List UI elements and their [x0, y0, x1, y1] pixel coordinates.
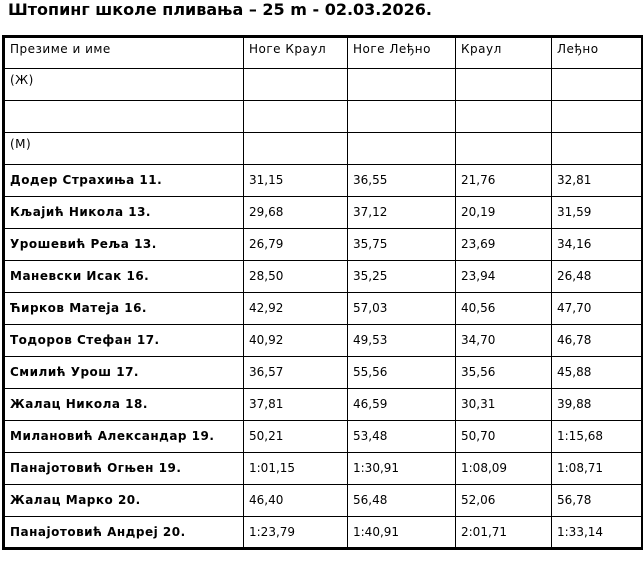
time-backstroke: 1:33,14 [552, 517, 643, 549]
time-freestyle: 30,31 [456, 389, 552, 421]
time-kick-freestyle: 46,40 [244, 485, 348, 517]
time-backstroke: 31,59 [552, 197, 643, 229]
time-backstroke: 26,48 [552, 261, 643, 293]
header-kick-backstroke: Ноге Леђно [348, 37, 456, 69]
time-freestyle: 23,94 [456, 261, 552, 293]
table-row [4, 325, 643, 357]
time-freestyle: 2:01,71 [456, 517, 552, 549]
time-kick-backstroke: 56,48 [348, 485, 456, 517]
swimmer-name: Смилић Урош 17. [4, 357, 244, 389]
empty-cell [552, 69, 643, 101]
time-backstroke: 1:08,71 [552, 453, 643, 485]
table-row [4, 485, 643, 517]
group-label-female: (Ж) [4, 69, 244, 101]
swimmer-name: Жалац Марко 20. [4, 485, 244, 517]
empty-cell [552, 133, 643, 165]
time-kick-freestyle: 42,92 [244, 293, 348, 325]
group-row-male [4, 133, 643, 165]
time-kick-backstroke: 36,55 [348, 165, 456, 197]
header-freestyle: Краул [456, 37, 552, 69]
swimmer-name: Додер Страхиња 11. [4, 165, 244, 197]
time-kick-freestyle: 28,50 [244, 261, 348, 293]
time-backstroke: 45,88 [552, 357, 643, 389]
time-kick-freestyle: 26,79 [244, 229, 348, 261]
swimmer-name: Тодоров Стефан 17. [4, 325, 244, 357]
table-row [4, 293, 643, 325]
group-row-female [4, 69, 643, 101]
table-row [4, 389, 643, 421]
time-backstroke: 47,70 [552, 293, 643, 325]
time-kick-freestyle: 40,92 [244, 325, 348, 357]
time-kick-backstroke: 53,48 [348, 421, 456, 453]
time-backstroke: 1:15,68 [552, 421, 643, 453]
time-kick-backstroke: 55,56 [348, 357, 456, 389]
time-backstroke: 32,81 [552, 165, 643, 197]
empty-cell [244, 69, 348, 101]
swimmer-name: Кљајић Никола 13. [4, 197, 244, 229]
time-kick-freestyle: 50,21 [244, 421, 348, 453]
swimmer-name: Жалац Никола 18. [4, 389, 244, 421]
table-row [4, 357, 643, 389]
time-kick-backstroke: 49,53 [348, 325, 456, 357]
empty-cell [456, 101, 552, 133]
empty-cell [348, 69, 456, 101]
header-backstroke: Леђно [552, 37, 643, 69]
time-kick-backstroke: 35,25 [348, 261, 456, 293]
table-header-row [4, 37, 643, 69]
results-table [2, 35, 643, 550]
swimmer-name: Панајотовић Андреј 20. [4, 517, 244, 549]
swimmer-name: Маневски Исак 16. [4, 261, 244, 293]
table-row [4, 421, 643, 453]
time-kick-backstroke: 37,12 [348, 197, 456, 229]
time-backstroke: 34,16 [552, 229, 643, 261]
swimmer-name: Урошевић Реља 13. [4, 229, 244, 261]
empty-cell [244, 101, 348, 133]
blank-row [4, 101, 643, 133]
swimmer-name: Милановић Александар 19. [4, 421, 244, 453]
table-row [4, 197, 643, 229]
header-name: Презиме и име [4, 37, 244, 69]
empty-cell [348, 101, 456, 133]
time-kick-backstroke: 35,75 [348, 229, 456, 261]
table-row [4, 165, 643, 197]
table-row [4, 229, 643, 261]
time-backstroke: 39,88 [552, 389, 643, 421]
swimmer-name: Ћирков Матеја 16. [4, 293, 244, 325]
time-kick-backstroke: 1:30,91 [348, 453, 456, 485]
table-row [4, 517, 643, 549]
time-kick-backstroke: 46,59 [348, 389, 456, 421]
time-kick-freestyle: 37,81 [244, 389, 348, 421]
empty-cell [552, 101, 643, 133]
time-kick-freestyle: 36,57 [244, 357, 348, 389]
time-kick-backstroke: 57,03 [348, 293, 456, 325]
time-kick-freestyle: 31,15 [244, 165, 348, 197]
time-freestyle: 52,06 [456, 485, 552, 517]
time-freestyle: 40,56 [456, 293, 552, 325]
swimmer-name: Панајотовић Огњен 19. [4, 453, 244, 485]
time-freestyle: 23,69 [456, 229, 552, 261]
time-freestyle: 35,56 [456, 357, 552, 389]
time-freestyle: 21,76 [456, 165, 552, 197]
empty-cell [348, 133, 456, 165]
time-backstroke: 46,78 [552, 325, 643, 357]
time-kick-freestyle: 1:23,79 [244, 517, 348, 549]
document-title: Штопинг школе пливања – 25 m - 02.03.2026. [8, 0, 432, 19]
time-freestyle: 50,70 [456, 421, 552, 453]
empty-cell [4, 101, 244, 133]
group-label-male: (М) [4, 133, 244, 165]
time-freestyle: 34,70 [456, 325, 552, 357]
time-kick-freestyle: 29,68 [244, 197, 348, 229]
header-kick-freestyle: Ноге Краул [244, 37, 348, 69]
empty-cell [244, 133, 348, 165]
empty-cell [456, 133, 552, 165]
time-freestyle: 20,19 [456, 197, 552, 229]
time-freestyle: 1:08,09 [456, 453, 552, 485]
time-kick-backstroke: 1:40,91 [348, 517, 456, 549]
time-kick-freestyle: 1:01,15 [244, 453, 348, 485]
time-backstroke: 56,78 [552, 485, 643, 517]
table-row [4, 261, 643, 293]
table-row [4, 453, 643, 485]
empty-cell [456, 69, 552, 101]
